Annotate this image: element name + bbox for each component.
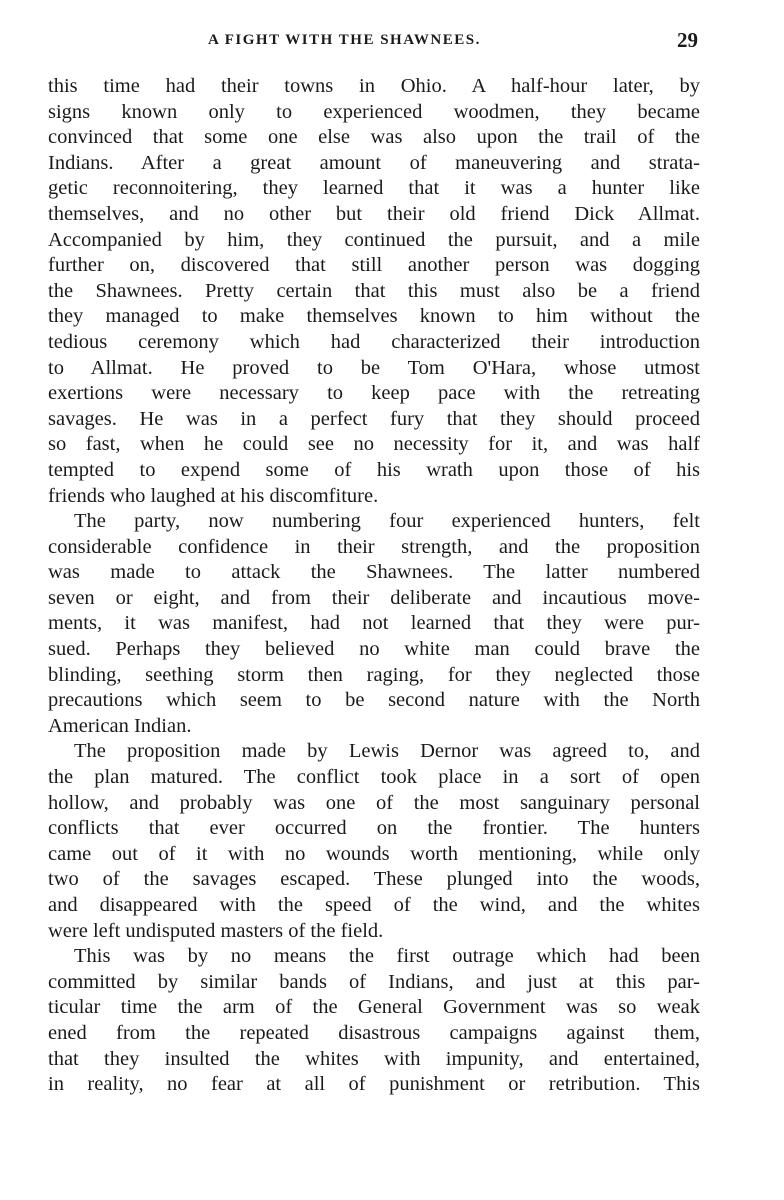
text-line: getic reconnoitering, they learned that it was a hunter like: [48, 177, 700, 200]
paragraph: [48, 74, 700, 509]
text-line: hollow, and probably was one of the most sanguinary personal: [48, 791, 700, 814]
text-line: this time had their towns in Ohio. A half-hour later, by: [48, 75, 700, 97]
text-line: was made to attack the Shawnees. The latter numbered: [48, 561, 700, 584]
text-line: American Indian.: [48, 714, 192, 737]
text-line: exertions were necessary to keep pace with the retreating: [48, 382, 700, 405]
text-line: convinced that some one else was also upon the trail of the: [48, 126, 700, 149]
text-line: themselves, and no other but their old friend Dick Allmat.: [48, 202, 700, 225]
text-line: precautions which seem to be second nature with the North: [48, 689, 700, 712]
body-text: [48, 74, 700, 1098]
text-line: ened from the repeated disastrous campaigns against them,: [48, 1021, 700, 1044]
text-line: committed by similar bands of Indians, and just at this par-: [48, 970, 700, 993]
text-line: signs known only to experienced woodmen, they became: [48, 100, 700, 123]
text-line: conflicts that ever occurred on the frontier. The hunters: [48, 817, 700, 840]
text-line: tedious ceremony which had characterized their introduction: [48, 330, 700, 353]
text-line: blinding, seething storm then raging, for they neglected those: [48, 663, 700, 686]
paragraph: [48, 944, 700, 1098]
text-line: sued. Perhaps they believed no white man could brave the: [48, 638, 700, 661]
text-line: came out of it with no wounds worth mentioning, while only: [48, 842, 700, 865]
text-line: the Shawnees. Pretty certain that this must also be a friend: [48, 279, 700, 302]
paragraph: [48, 509, 700, 739]
text-line: Accompanied by him, they continued the pursuit, and a mile: [48, 228, 700, 251]
text-line: Indians. After a great amount of maneuvering and strata-: [48, 151, 700, 174]
paragraph: [48, 739, 700, 944]
text-line: they managed to make themselves known to him without the: [48, 305, 700, 328]
text-line: This was by no means the first outrage which had been: [74, 945, 700, 968]
text-line: that they insulted the whites with impunity, and entertained,: [48, 1047, 700, 1070]
text-line: to Allmat. He proved to be Tom O'Hara, whose utmost: [48, 356, 700, 379]
running-head: [48, 28, 700, 54]
text-line: the plan matured. The conflict took place in a sort of open: [48, 766, 700, 789]
running-title: A FIGHT WITH THE SHAWNEES.: [208, 32, 481, 48]
text-line: ticular time the arm of the General Government was so weak: [48, 996, 700, 1019]
text-line: ments, it was manifest, had not learned that they were pur-: [48, 612, 700, 635]
text-line: seven or eight, and from their deliberate and incautious move-: [48, 586, 700, 609]
text-line: friends who laughed at his discomfiture.: [48, 484, 379, 507]
text-line: further on, discovered that still another person was dogging: [48, 254, 700, 277]
page-number: 29: [677, 28, 698, 52]
text-line: in reality, no fear at all of punishment or retribution. This: [48, 1073, 700, 1096]
text-line: The party, now numbering four experienced hunters, felt: [74, 510, 700, 533]
text-line: considerable confidence in their strength, and the proposition: [48, 535, 700, 558]
text-line: two of the savages escaped. These plunged into the woods,: [48, 868, 700, 891]
text-line: savages. He was in a perfect fury that they should proceed: [48, 407, 700, 430]
text-line: and disappeared with the speed of the wind, and the whites: [48, 894, 700, 916]
text-line: The proposition made by Lewis Dernor was agreed to, and: [74, 740, 700, 763]
text-line: tempted to expend some of his wrath upon those of his: [48, 458, 700, 481]
text-line: so fast, when he could see no necessity for it, and was half: [48, 433, 700, 456]
text-line: were left undisputed masters of the field.: [48, 919, 384, 942]
